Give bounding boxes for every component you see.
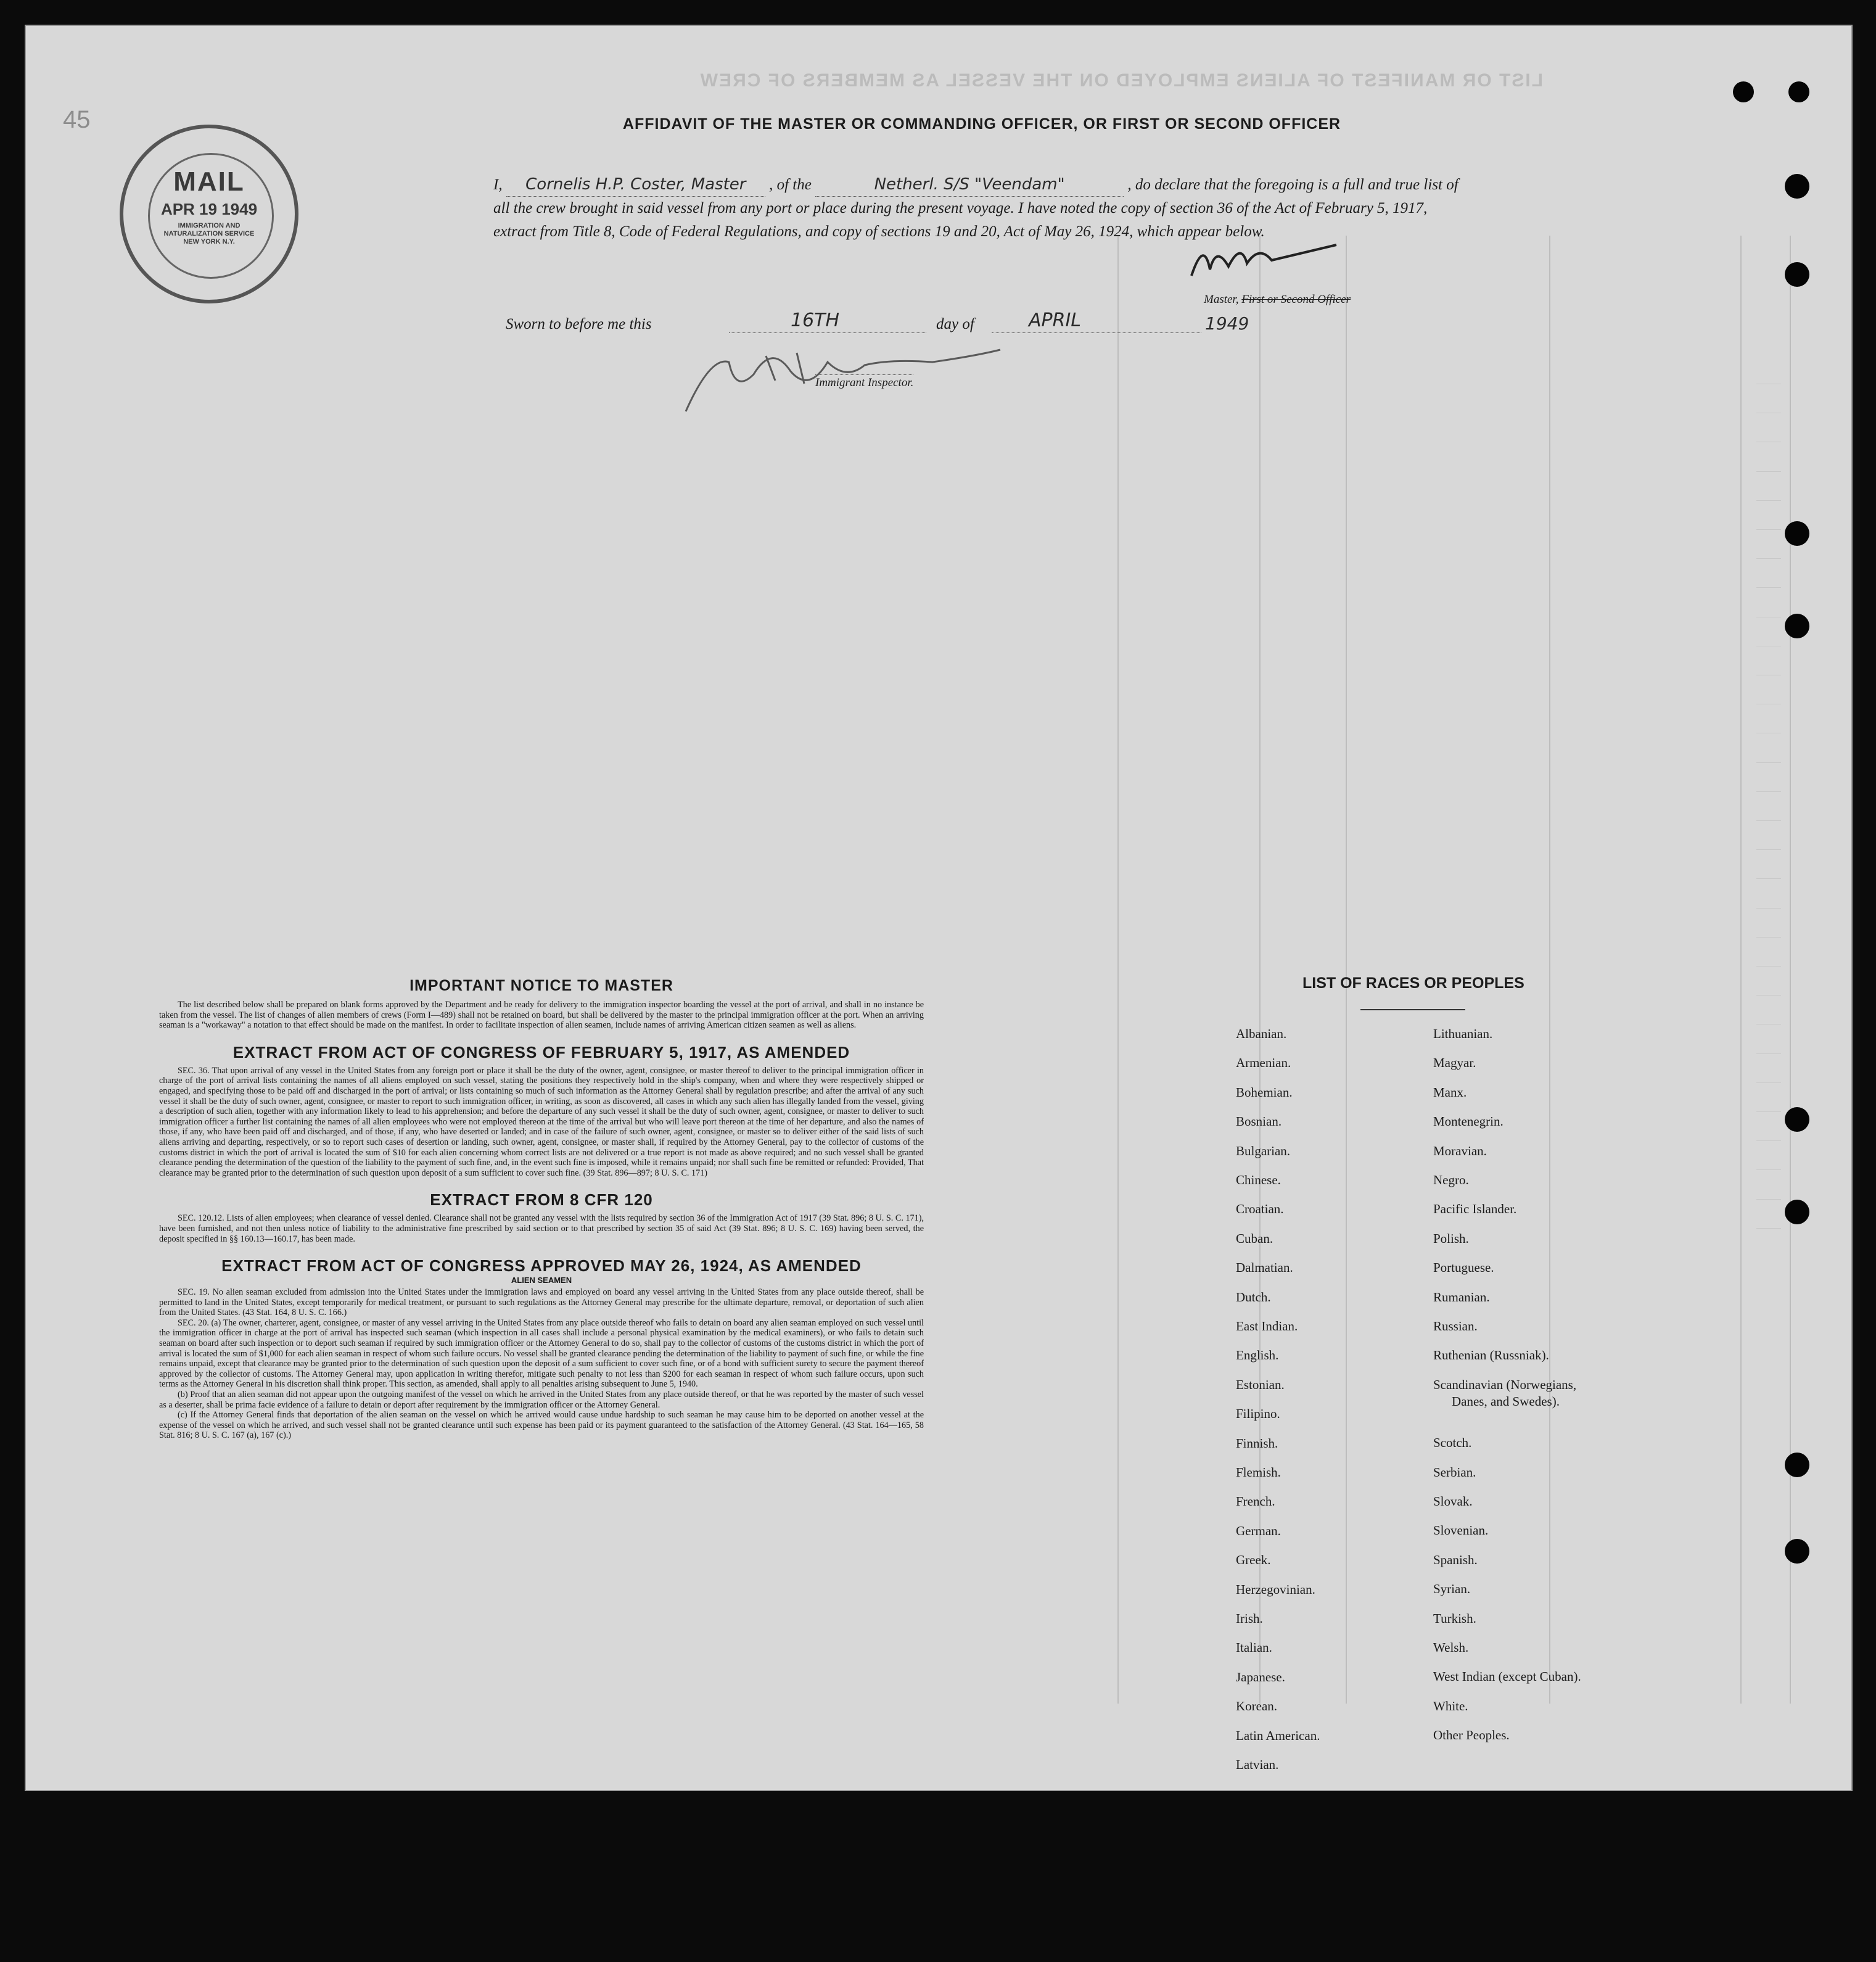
race-item: Slovenian. xyxy=(1433,1523,1489,1538)
row-rule xyxy=(1756,820,1781,821)
signature-caption: Master, First or Second Officer xyxy=(1204,293,1351,306)
race-item: Serbian. xyxy=(1433,1464,1476,1480)
race-item: Dalmatian. xyxy=(1236,1260,1293,1276)
race-item: English. xyxy=(1236,1348,1279,1363)
extract1-text: SEC. 36. That upon arrival of any vessel in the United States from any foreign port or place it shall be the duty of the owner, agent, consignee, or master thereof to deliver to the principal immigration officer in charge of the port of arrival lists containing the names of all aliens employed on such vessel, stating the positions they respectively hold in the ship's company, when and where they were respectively shipped or engaged, and specifying those to be paid off and discharged in the port of arrival; or lists containing so much of such information as the Attorney General shall by regulation prescribe; and after the arrival of any such vessel it shall be the duty of such owner, agent, consignee, or master to report to such immigration officer, in writing, as soon as discovered, all cases in which any such alien has illegally landed from the vessel, giving a description of such alien, together with any information likely to lead to his apprehension; and before the departure of any such vessel it shall be the duty of such owner, agent, consignee, or master to deliver to such immigration officer a further list containing the names of all alien employees who were not employed thereon at the time of the arrival but who will leave port thereon at the time of her departure, and also the names of those, if any, who have been paid off and discharged, and of those, if any, who have deserted or landed; and in case of the failure of such owner, agent, consignee, or master so to deliver either of the said lists of such aliens arriving and departing, respectively, or so to report such cases of desertion or landing, such owner, agent, consignee, or master shall, if required by the Attorney General, pay to the collector of customs of the customs district in which the port of arrival is located the sum of $10 for each alien concerning whom correct lists are not delivered or a true report is not made as above required; and no such vessel shall be granted clearance pending the determination of the question of the liability to the payment of such fine, and, in the event such fine is imposed, while it remains unpaid; nor shall such fine be remitted or refunded: Provided, That clearance may be granted prior to the determination of such question upon deposit of a sum sufficient to cover such fine. (39 Stat. 896—897; 8 U. S. C. 171) xyxy=(159,1065,924,1178)
race-item: Turkish. xyxy=(1433,1610,1476,1626)
race-item: Armenian. xyxy=(1236,1055,1291,1071)
document-sheet xyxy=(25,25,1853,1791)
sworn-day-line xyxy=(729,332,926,333)
race-item: Bosnian. xyxy=(1236,1114,1282,1129)
row-rule xyxy=(1756,849,1781,850)
row-rule xyxy=(1756,1169,1781,1170)
sworn-day-label: day of xyxy=(936,316,974,332)
punch-hole xyxy=(1785,262,1809,287)
race-item: Latvian. xyxy=(1236,1757,1279,1772)
race-item: French. xyxy=(1236,1494,1275,1509)
punch-hole xyxy=(1785,1539,1809,1564)
row-rule xyxy=(1756,937,1781,938)
race-item: Italian. xyxy=(1236,1640,1272,1655)
extract2-title: EXTRACT FROM 8 CFR 120 xyxy=(430,1190,653,1210)
punch-hole xyxy=(1785,174,1809,199)
sworn-day: 16TH xyxy=(791,310,840,331)
race-item: Cuban. xyxy=(1236,1230,1273,1246)
inspector-label: Immigrant Inspector. xyxy=(815,374,913,390)
race-item: Irish. xyxy=(1236,1611,1263,1626)
race-item: Croatian. xyxy=(1236,1202,1284,1217)
race-item: Bohemian. xyxy=(1236,1084,1293,1100)
race-item: West Indian (except Cuban). xyxy=(1433,1669,1581,1684)
race-item: Danes, and Swedes). xyxy=(1452,1393,1560,1409)
row-rule xyxy=(1756,1228,1781,1229)
row-rule xyxy=(1756,1053,1781,1054)
race-item: Japanese. xyxy=(1236,1669,1285,1684)
race-item: Finnish. xyxy=(1236,1435,1278,1451)
race-item: Estonian. xyxy=(1236,1377,1285,1392)
extract3-title: EXTRACT FROM ACT OF CONGRESS APPROVED MAY 26, 1924, AS AMENDED xyxy=(221,1256,862,1276)
row-rule xyxy=(1756,529,1781,530)
extract3-sec20a: SEC. 20. (a) The owner, charterer, agent, consignee, or master of any vessel arriving in the United States from any place outside thereof who fails to detain on board any alien seaman employed on such vessel until the immigration officer in charge at the port of arrival has inspected such seaman (which inspection in all cases shall include a personal physical examination by the medical examiners), or who fails to detain such seaman on board after such inspection or to deport such seaman if required by such immigration officer or the Attorney General to do so, shall pay to the collector of customs of the customs district in which the port of arrival is located the sum of $1,000 for each alien seaman in respect of whom such failure occurs. No vessel shall be granted clearance pending the determination of the liability to payment of such fine, or while the fine remains unpaid, except that clearance may be granted prior to the determination of such question upon the deposit of a sum sufficient to cover such fine, or of a bond with sufficient surety to secure the payment thereof approved by the collector of customs. The Attorney General may, upon application in writing therefor, mitigate such penalty to not less than $200 for each seaman in respect of whom such failure occurs, upon such terms as the Attorney General in his discretion shall think proper. This section, as amended, shall apply to all penalties arising subsequent to June 5, 1940. xyxy=(159,1317,924,1390)
race-item: East Indian. xyxy=(1236,1319,1298,1333)
race-item: Korean. xyxy=(1236,1699,1278,1714)
sworn-month-line xyxy=(992,332,1201,333)
races-title: LIST OF RACES OR PEOPLES xyxy=(1302,975,1524,992)
race-item: Syrian. xyxy=(1433,1581,1471,1597)
race-item: Moravian. xyxy=(1433,1143,1487,1158)
extract3-sec20b: (b) Proof that an alien seaman did not appear upon the outgoing manifest of the vessel on which he arrived in the United States from any place outside thereof, or that he was reported by the master of such vessel as a deserter, shall be prima facie evidence of a failure to detain or deport after requirement by the immigration officer or the Attorney General. xyxy=(159,1390,924,1410)
sworn-year: 1949 xyxy=(1205,313,1249,334)
row-rule xyxy=(1756,558,1781,559)
race-item: German. xyxy=(1236,1523,1281,1538)
race-item: Magyar. xyxy=(1433,1055,1476,1071)
race-item: Bulgarian. xyxy=(1236,1143,1291,1158)
row-rule xyxy=(1756,1199,1781,1200)
race-item: Dutch. xyxy=(1236,1289,1271,1305)
row-rule xyxy=(1756,587,1781,588)
race-item: Spanish. xyxy=(1433,1552,1478,1567)
race-item: Slovak. xyxy=(1433,1494,1473,1509)
stamp-agency: IMMIGRATION AND NATURALIZATION SERVICE NEW YORK N.Y. xyxy=(163,222,255,245)
row-rule xyxy=(1756,471,1781,472)
page-number: 45 xyxy=(63,106,91,133)
extract1-title: EXTRACT FROM ACT OF CONGRESS OF FEBRUARY 5, 1917, AS AMENDED xyxy=(232,1042,850,1061)
race-item: Russian. xyxy=(1433,1319,1478,1333)
extract2-text: SEC. 120.12. Lists of alien employees; when clearance of vessel denied. Clearance shall not be granted any vessel with the lists required by section 36 of the Immigration Act of 1917 (39 Stat. 896; 8 U. S. C. 171), have been furnished, and not then unless notice of liability to the administrative fine prescribed by said section or to that prescribed by section 35 of said Act (39 Stat. 896; 8 U. S. C. 169) having been served, the deposit specified in §§ 160.13—160.17, has been made. xyxy=(159,1213,924,1244)
race-item: Other Peoples. xyxy=(1433,1728,1510,1743)
races-title-rule xyxy=(1360,1009,1465,1010)
punch-hole xyxy=(1785,614,1809,638)
declaration-body: that the foregoing is a full and true list of all the crew brought in said vessel from any port or place during the present voyage. I have noted the copy of section 36 of the Act of February 5, 1917, extract from Title 8, Code of Federal Regulations, and copy of sections 19 and 20, Act of May 26, 1924, which appear below. xyxy=(493,176,1458,240)
punch-hole xyxy=(1733,81,1754,102)
race-item: Albanian. xyxy=(1236,1026,1287,1041)
race-item: Polish. xyxy=(1433,1230,1469,1246)
race-item: Greek. xyxy=(1236,1552,1271,1568)
row-rule xyxy=(1756,1140,1781,1141)
race-item: Flemish. xyxy=(1236,1465,1281,1480)
race-item: Chinese. xyxy=(1236,1173,1281,1187)
sworn-label: Sworn to before me this xyxy=(506,316,652,332)
race-item: Rumanian. xyxy=(1433,1289,1490,1305)
row-rule xyxy=(1756,878,1781,879)
race-item: Welsh. xyxy=(1433,1640,1469,1655)
race-item: Herzegovinian. xyxy=(1236,1581,1315,1597)
race-item: Montenegrin. xyxy=(1433,1114,1504,1129)
race-item: Scotch. xyxy=(1433,1435,1472,1451)
master-name-handwritten: Cornelis H.P. Coster, Master xyxy=(506,173,765,197)
master-signature xyxy=(1185,233,1346,288)
race-item: White. xyxy=(1433,1698,1468,1713)
punch-hole xyxy=(1785,521,1809,546)
race-item: Negro. xyxy=(1433,1173,1469,1187)
stamp-date: APR 19 1949 xyxy=(160,200,258,218)
row-rule xyxy=(1756,966,1781,967)
row-rule xyxy=(1756,762,1781,763)
race-item: Pacific Islander. xyxy=(1433,1202,1517,1217)
punch-hole xyxy=(1788,81,1809,102)
race-item: Lithuanian. xyxy=(1433,1026,1493,1041)
race-item: Ruthenian (Russniak). xyxy=(1433,1348,1549,1363)
sworn-month: APRIL xyxy=(1029,310,1082,331)
notice-title: IMPORTANT NOTICE TO MASTER xyxy=(409,977,673,994)
row-rule xyxy=(1756,1111,1781,1112)
notice-text: The list described below shall be prepared on blank forms approved by the Department and be ready for delivery to the immigration inspector boarding the vessel at the port of arrival, and shall in no instance be taken from the vessel. The list of changes of alien members of crews (Form I—489) shall not be retained on board, but shall be delivered by the master to the principal immigration officer at the port. When an arriving seaman is a "workaway" a notation to that effect should be made on the manifest. In order to facilitate inspection of alien seamen, include names of arriving American citizen seamen as well as aliens. xyxy=(159,1000,924,1031)
row-rule xyxy=(1756,791,1781,792)
extract3-subtitle: ALIEN SEAMEN xyxy=(511,1276,572,1285)
race-item: Portuguese. xyxy=(1433,1260,1494,1276)
row-rule xyxy=(1756,500,1781,501)
row-rule xyxy=(1756,1082,1781,1083)
extract3-sec19: SEC. 19. No alien seaman excluded from admission into the United States under the immigration laws and employed on board any vessel arriving in the United States from any place outside thereof, shall be permitted to land in the United States, except temporarily for medical treatment, or pursuant to such regulations as the Attorney General may prescribe for the ultimate departure, removal, or deportation of such alien from the United States. (43 Stat. 164, 8 U. S. C. 166.) xyxy=(159,1287,924,1318)
extract3-sec20c: (c) If the Attorney General finds that deportation of the alien seaman on the vessel on which he arrived would cause undue hardship to such seaman he may cause him to be deported on another vessel at the expense of the vessel on which he arrived, and such vessel shall not be granted clearance until such expense has been paid or its payment guaranteed to the satisfaction of the Attorney General. (43 Stat. 164—165, 58 Stat. 816; 8 U. S. C. 167 (a), 167 (c).) xyxy=(159,1410,924,1441)
punch-hole xyxy=(1785,1453,1809,1477)
punch-hole xyxy=(1785,1107,1809,1132)
punch-hole xyxy=(1785,1200,1809,1224)
row-rule xyxy=(1756,908,1781,909)
stamp-line-1: MAIL xyxy=(173,167,245,197)
affidavit-title: AFFIDAVIT OF THE MASTER OR COMMANDING OFFICER, OR FIRST OR SECOND OFFICER xyxy=(622,115,1341,133)
race-item: Scandinavian (Norwegians, xyxy=(1433,1377,1577,1392)
vessel-name-handwritten: Netherl. S/S "Veendam" xyxy=(815,173,1124,197)
important-notice xyxy=(159,977,924,1441)
race-item: Filipino. xyxy=(1236,1406,1280,1422)
declaration: I, Cornelis H.P. Coster, Master , of the Netherl. S/S "Veendam" , do declare that the foregoing is a full and true list of all the crew brought in said vessel from any port or place during the present voyage. I have noted the copy of section 36 of the Act of February 5, 1917, extract from Title 8, Code of Federal Regulations, and copy of sections 19 and 20, Act of May 26, 1924, which appear below. xyxy=(493,173,1468,244)
race-item: Manx. xyxy=(1433,1084,1467,1100)
race-item: Latin American. xyxy=(1236,1728,1320,1743)
reverse-header-ghost: LIST OR MANIFEST OF ALIENS EMPLOYED ON THE VESSEL AS MEMBERS OF CREW xyxy=(699,70,1543,91)
mail-stamp xyxy=(120,125,298,303)
